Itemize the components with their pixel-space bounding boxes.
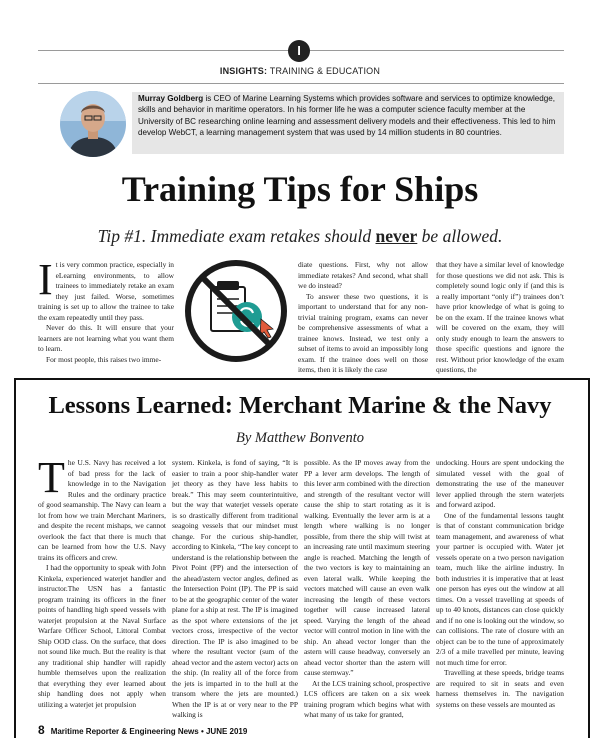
section-label (0, 66, 600, 76)
article1-column-3 (436, 260, 564, 376)
paragraph: I had the opportunity to speak with John Kinkela, experienced waterjet handler and instructor.The USN has a fantastic program training its officers in the finer points of handling high speed vessels with waterjet propulsion at the Naval Surface Warfare Officer School, Littoral Combat Ship OOD class. On the surface, that does not sound like much. But the reality is that any traditional ship handler will rapidly humble themselves upon the realization that everything they ever learned about ship handling does not apply when utilizing a waterjet jet propulsion (38, 563, 166, 709)
article2-column-2 (172, 458, 298, 721)
paragraph: t is very common practice, especially in eLearning environments, to allow trainees to immediately retake an exam they just failed. Worse, sometimes training is set up to allow the trainee to take the exam repeatedly until they pass. (38, 260, 174, 322)
paragraph: that they have a similar level of knowledge for those questions we did not ask. This is completely sound logic only if (and this is a really important “only if”) trainees don’t have prior knowledge of what is going to be on the exam. If the trainee knows what will be covered on the exam, they will only study enough to learn the answers to those specific questions and ignore the rest. Without prior knowledge of the exam questions, the (436, 260, 564, 375)
publication-line: Maritime Reporter & Engineering News • JUNE 2019 (50, 727, 248, 736)
paragraph: he U.S. Navy has received a lot of bad press for the lack of knowledge in to the Navigation Rules and the ordinary practice of good seamanship. The Navy can learn a lot from how we train Merchant Mariners, and despite the recent mishaps, we cannot overlook the fact that there is much that can be learned from how the U.S. Navy trains its officers and crew. (38, 458, 166, 562)
paragraph: Travelling at these speeds, bridge teams are required to sit in seats and even harness themselves in. The navigation systems on these vessels are mounted as (436, 668, 564, 709)
author-bio-text: is CEO of Marine Learning Systems which provides software and services to optimize knowledge, skills and behavior in maritime operators. In his former life he was a computer science faculty member at the University of BC researching online learning and assessment delivery models and their effectiveness. This led to him develop WebCT, a learning management system that was used by 14 million students in 80 countries. (138, 94, 556, 138)
paragraph: undocking. Hours are spent undocking the simulated vessel with the goal of demonstrating the use of the maneuver lever applied through the stern waterjets and forward azipod. (436, 458, 564, 510)
author-name: Murray Goldberg (138, 94, 204, 103)
subtitle-pre: Tip #1. Immediate exam retakes should (97, 226, 376, 246)
header-rule-bottom (38, 83, 564, 84)
article2-column-3 (304, 458, 430, 721)
author-portrait (60, 91, 126, 157)
article2-column-4 (436, 458, 564, 710)
article-title: Training Tips for Ships (121, 169, 479, 209)
paragraph: system. Kinkela, is fond of saying, “It is easier to train a poor ship-handler water jet theory as they have less habits to break.” This may seem counterintuitive, but the way that waterjet vessels operate is so drastically different from traditional seagoing vessels that our mindset must change. For the curious ship-handler, according to Kinkela, “The key concept to understand is the relationship between the Pivot Point (PP) and the intersection of the ahead/astern vector angles, defined as the Intersection Point (IP). The PP is said to be at the geographic center of the water plane for a ship at rest. The IP is imagined as the spot where extensions of the jet vectors cross, irrespective of the vector direction. The IP is also imagined to be where the resultant vector (sum of the ahead vector and the astern vector) acts on the ship. (In reality all of the force from the jets is imparted in to the hull at the transom where the jets are mounted.) When the IP is at or very near to the PP walking is (172, 458, 298, 720)
paragraph: possible. As the IP moves away from the PP a lever arm develops. The length of this lever arm combined with the direction and strength of the resultant vector will cause the ship to start rotating as it is walking. Eventually the lever arm is at a length where walking is no longer possible, from there the ship will twist at an increasing rate until maximum steering angle is reached. Matching the length of the two vectors is key to maintaining an even lateral walk. While keeping the vectors matched will cause an even walk increasing the length of these vectors together will cause increased lateral speed. Varying the length of the ahead vector will control motion in line with the ship. An ahead vector longer than the astern will cause headway, conversely an ahead vector shorter than the astern will cause sternway.” (304, 458, 430, 678)
drop-cap: I (38, 255, 53, 304)
no-exam-retake-icon (181, 257, 291, 365)
paragraph: Never do this. It will ensure that your learners are not learning what you want them to learn. (38, 323, 174, 354)
paragraph: To answer these two questions, it is important to understand that for any non-trivial training program, exams can never be comprehensive assessments of what a trainee knows. Instead, we test only a subset of items to avoid an impossibly long exam. If the trainee does well on those items, then it is likely the case (298, 291, 428, 375)
page-number: 8 (38, 723, 45, 737)
article2-byline: By Matthew Bonvento (235, 430, 365, 446)
page-footer (38, 723, 438, 737)
paragraph: diate questions. First, why not allow immediate retakes? And second, what shall we do instead? (298, 260, 428, 291)
subtitle-post: be allowed. (417, 226, 503, 246)
author-bio (138, 93, 556, 149)
subtitle-emphasis: never (375, 226, 418, 246)
section-label-rest: TRAINING & EDUCATION (267, 66, 381, 76)
drop-cap: T (38, 453, 65, 502)
article1-column-2 (298, 260, 428, 376)
paragraph: At the LCS training school, prospective LCS officers are taken on a six week training program which begins what with what many of us take for granted, (304, 678, 430, 720)
paragraph: For most people, this raises two imme- (46, 354, 162, 364)
article2-title: Lessons Learned: Merchant Marine & the Navy (48, 392, 552, 419)
section-label-bold: INSIGHTS: (219, 66, 268, 76)
article1-column-1 (38, 255, 174, 365)
article2-column-1 (38, 453, 166, 710)
section-badge: I (288, 40, 310, 62)
article-subtitle (0, 226, 600, 247)
paragraph: One of the fundamental lessons taught is that of constant communication bridge team management, and awareness of what your partner is occupied with. Water jet vessels operate on a two person navigation team, much like the airline industry. In both industries it is imperative that at least one person has eyes out the window at all times. On a vessel travelling at speeds of up to 40 knots, distances can close quickly and if no one is looking out the window, so can collisions. The rate of closure with an object can be to the tune of approximately 2/3 of a mile travelled per minute, leaving not much time for error. (436, 510, 564, 667)
